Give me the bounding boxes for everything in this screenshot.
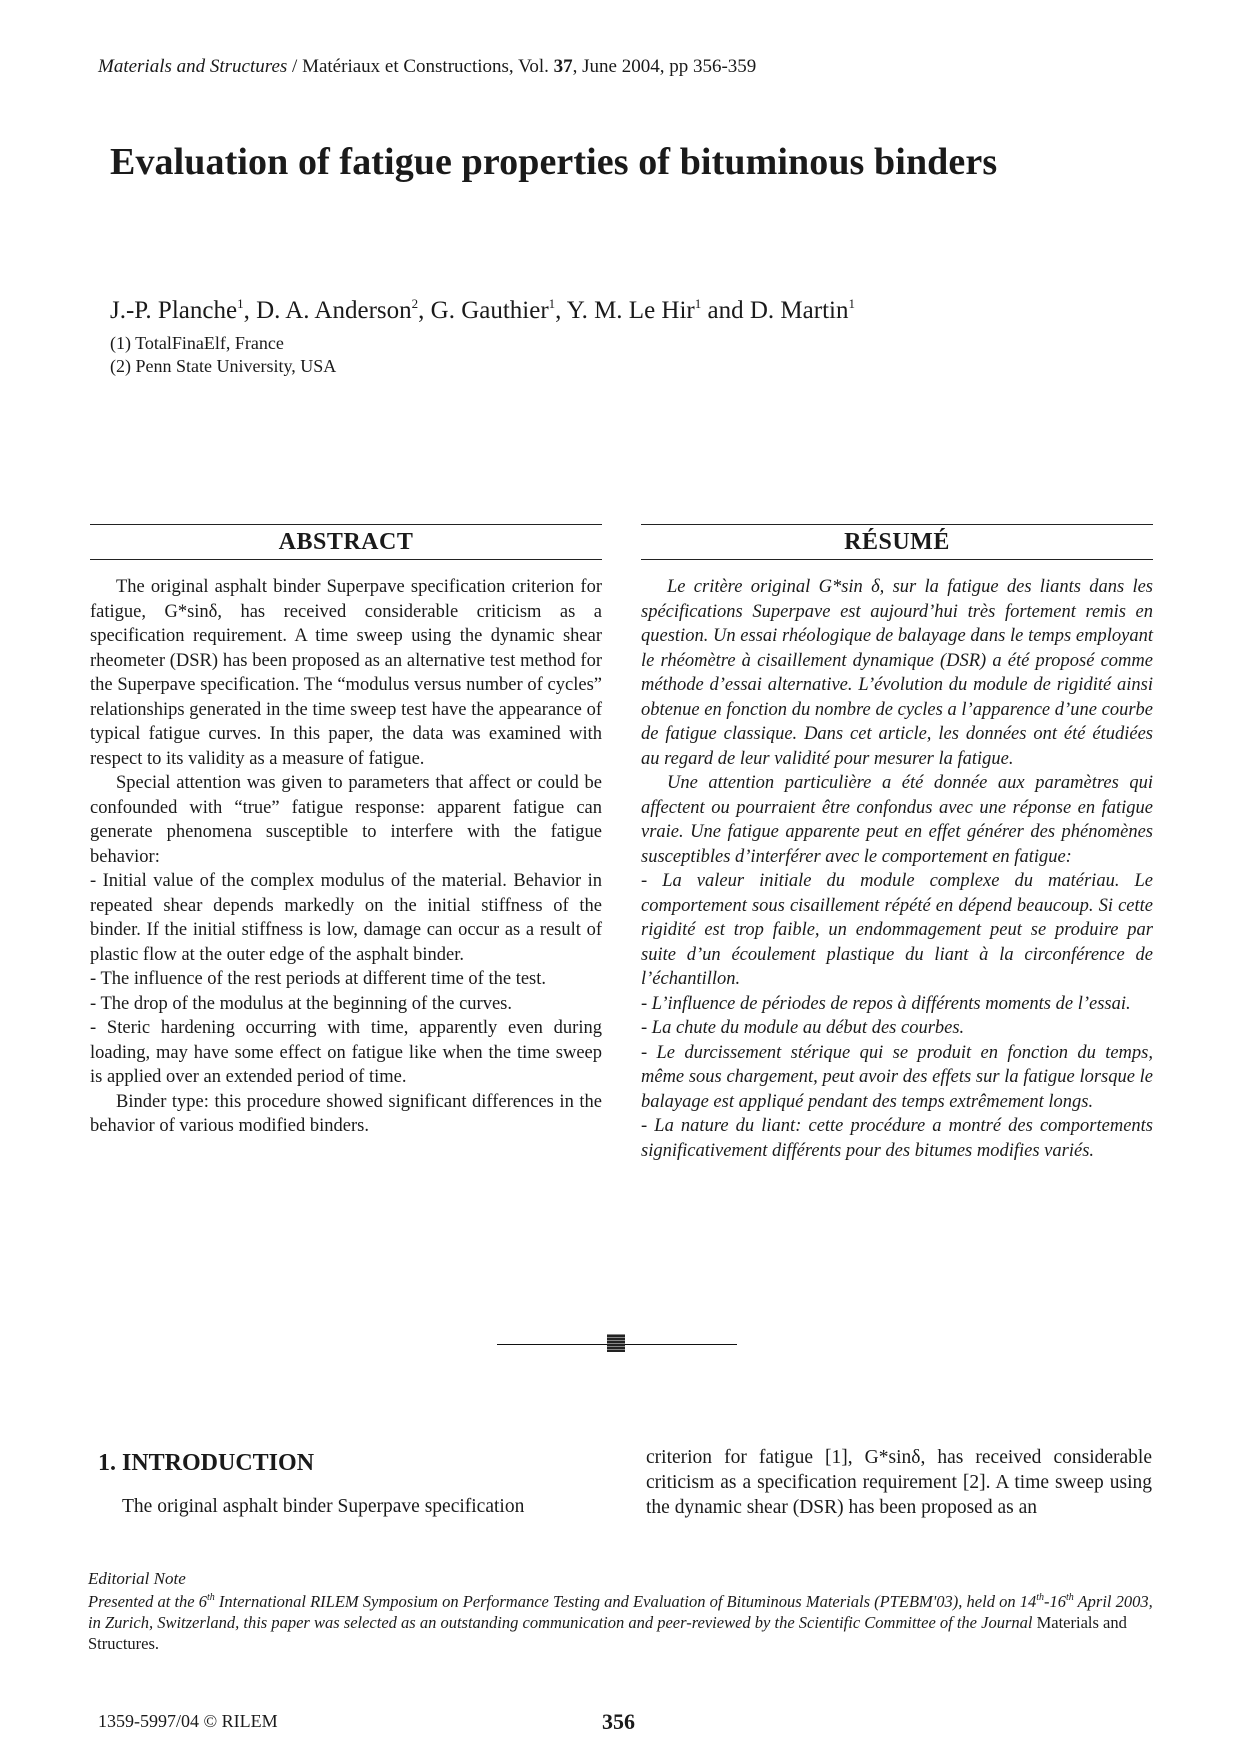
resume-list-item: - La valeur initiale du module complexe du matériau. Le comportement sous cisaillement répété en dépend beaucoup. Si cette rigidité est trop faible, un endommagement peut se produire par suite d’un écoulement plastique du liant à la circonférence de l’échantillon. [641,871,1153,989]
author-name: D. A. Anderson [256,297,412,324]
resume-paragraph: Une attention particulière a été donnée aux paramètres qui affectent ou pourraient être confondus avec une réponse en fatigue vraie. Une fatigue apparente peut en effet générer des phénomènes susceptibles d’interférer avec le comportement en fatigue: [641,773,1153,867]
section-divider-ornament [497,1332,737,1356]
affiliation-1: (1) TotalFinaElf, France [110,333,284,353]
editorial-note-text: Presented at the 6th International RILEM Symposium on Performance Testing and Evaluation of Bituminous Materials (PTEBM'03), held on 14th-16th April 2003, in Zurich, Switzerland, this paper was selected as an outstanding communication and peer-reviewed by the Scientific Committee of the Journal Materials and Structures. [88,1592,1153,1653]
journal-header [98,56,756,78]
author-affiliation-mark: 1 [694,296,702,311]
resume-list-item: - Le durcissement stérique qui se produit en fonction du temps, même sous chargement, peut avoir des effets sur la fatigue lorsque le balayage est appliqué pendant des temps extrêmement longs. [641,1042,1153,1112]
divider-block-icon [607,1334,625,1352]
resume-heading-block [641,524,1153,560]
resume-list-item: - La chute du module au début des courbes. [641,1018,965,1038]
resume-bottom-rule [641,559,1153,560]
author-list: J.-P. Planche$^1$, D. A. Anderson$^2$, G. Gauthier$^1$, Y. M. Le Hir$^1$ and D. Martin$^1$ [110,296,855,324]
abstract-list-item: - Steric hardening occurring with time, apparently even during loading, may have some effect on fatigue like when the time sweep is applied over an extended period of time. [90,1018,602,1087]
resume-body [641,575,1153,1163]
author-name: Y. M. Le Hir [566,297,695,324]
introduction-left-text: The original asphalt binder Superpave specification [122,1496,525,1517]
editorial-note-label: Editorial Note [88,1569,186,1588]
journal-name-french: / Matériaux et Constructions, Vol. [287,56,554,77]
abstract-list-item: - The influence of the rest periods at different time of the test. [90,969,547,989]
resume-list-item: - L’influence de périodes de repos à différents moments de l’essai. [641,993,1131,1014]
author-name: G. Gauthier [430,297,549,324]
abstract-paragraph: Binder type: this procedure showed significant differences in the behavior of various modified binders. [90,1091,602,1136]
author-affiliation-mark: 2 [411,296,419,311]
resume-heading: RÉSUMÉ [844,529,950,555]
author-affiliation-mark: 1 [237,296,244,311]
abstract-list-item: - The drop of the modulus at the beginning of the curves. [90,993,512,1014]
abstract-heading-block [90,524,602,560]
affiliation-2: (2) Penn State University, USA [110,356,337,376]
paper-title: Evaluation of fatigue properties of bituminous binders [110,141,998,183]
author-affiliation-mark: 1 [548,296,556,311]
section-heading-introduction: 1. INTRODUCTION [98,1450,315,1476]
abstract-bottom-rule [90,559,602,560]
divider-line-left [497,1344,607,1345]
abstract-paragraph: The original asphalt binder Superpave specification criterion for fatigue, G*sinδ, has received considerable criticism as a specification requirement. A time sweep using the dynamic shear rheometer (DSR) has been proposed as an alternative test method for the Superpave specification. The “modulus versus number of cycles” relationships generated in the time sweep test have the appearance of typical fatigue curves. In this paper, the data was examined with respect to its validity as a measure of fatigue. [90,577,602,769]
author-name: D. Martin [749,297,849,324]
editorial-journal-name: Materials and Structures. [88,1613,1127,1653]
abstract-list-item: - Initial value of the complex modulus of the material. Behavior in repeated shear depends markedly on the initial stiffness of the binder. If the initial stiffness is low, damage can occur as a result of plastic flow at the outer edge of the asphalt binder. [90,871,602,965]
resume-list-item: - La nature du liant: cette procédure a montré des comportements significativement différents pour des bitumes modifies variés. [641,1116,1153,1161]
abstract-paragraph: Special attention was given to parameters that affect or could be confounded with “true” fatigue response: apparent fatigue can generate phenomena susceptible to interfere with the fatigue behavior: [90,773,602,867]
author-name: J.-P. Planche [110,297,238,324]
journal-name: Materials and Structures [98,56,288,77]
divider-line-right [625,1344,737,1345]
footer-issn: 1359-5997/04 © RILEM [98,1711,278,1731]
page-number: 356 [602,1709,635,1734]
introduction-right-text: criterion for fatigue [1], G*sinδ, has received considerable criticism as a specification requirement [2]. A time sweep using the dynamic shear (DSR) has been proposed as an [646,1447,1152,1518]
author-affiliation-mark: 1 [848,296,855,311]
journal-volume: 37 [553,56,573,77]
resume-paragraph: Le critère original G*sin δ, sur la fatigue des liants dans les spécifications Superpave est aujourd’hui très fortement remis en question. Un essai rhéologique de balayage dans le temps employant le rhéomètre à cisaillement dynamique (DSR) a été proposé comme méthode d’essai alternative. L’évolution du module de rigidité ainsi obtenue en fonction du nombre de cycles a l’apparence d’une courbe de fatigue classique. Dans cet article, les données ont été étudiées au regard de leur validité pour mesurer la fatigue. [641,577,1153,769]
abstract-heading: ABSTRACT [278,529,414,555]
abstract-body [90,575,602,1139]
journal-issue-pages: , June 2004, pp 356-359 [572,56,757,77]
